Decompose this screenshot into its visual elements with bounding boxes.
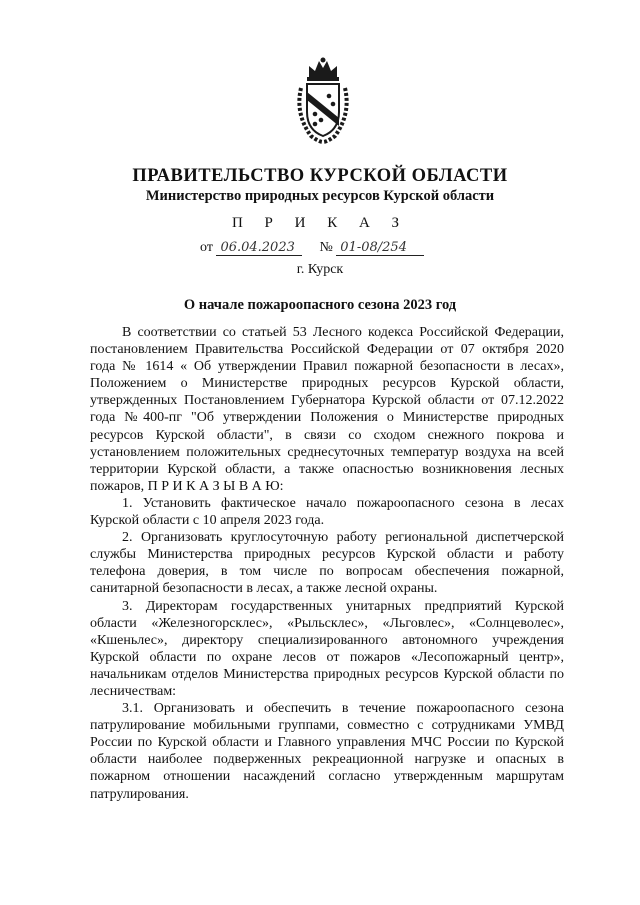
number-value: 01-08/254 bbox=[336, 240, 424, 256]
city: г. Курск bbox=[296, 262, 344, 277]
clause-3-paragraph: 3. Директорам государственных унитарных предприятий Курской области «Железногорсклес», «Рыльсклес», «Льговлес», «Солнцеволес», «Кшеньлес», директору специализированного автономного учреждения Курской области по охране лесов от пожаров «Лесопожарный центр», начальникам отделов Министерства природных ресурсов Курской области по лесничествам: bbox=[90, 598, 564, 699]
clause-3-1-paragraph: 3.1. Организовать и обеспечить в течение пожароопасного сезона патрулирование мобильными группами, совместно с сотрудниками УМВД России по Курской области и Главного управления МЧС России по Курской области наиболее подверженных рекреационной нагрузке и опасных в пожарном отношении насаждений согласно утвержденным маршрутам патрулирования. bbox=[90, 701, 564, 802]
clause-2-paragraph: 2. Организовать круглосуточную работу региональной диспетчерской службы Министерства природных ресурсов Курской области и работу телефона доверия, в том числе по вопросам обеспечения пожарной, санитарной безопасности в лесах, а также лесной охраны. bbox=[90, 530, 564, 597]
ministry-name: Министерство природных ресурсов Курской области bbox=[145, 188, 495, 204]
document-type: П Р И К А З bbox=[231, 215, 409, 231]
date-prefix: от bbox=[200, 240, 213, 255]
date-value: 06.04.2023 bbox=[216, 240, 302, 256]
clause-1-paragraph: 1. Установить фактическое начало пожароопасного сезона в лесах Курской области с 10 апреля 2023 года. bbox=[90, 495, 564, 529]
date-number-line bbox=[200, 240, 424, 256]
number-prefix: № bbox=[319, 240, 333, 255]
coat-of-arms-emblem bbox=[293, 56, 353, 146]
preamble-paragraph: В соответствии со статьей 53 Лесного кодекса Российской Федерации, постановлением Правительства Российской Федерации от 07 октября 2020 года № 1614 « Об утверждении Правил пожарной безопасности в лесах», Положением о Министерстве природных ресурсов Курской области, утвержденных Постановлением Губернатора Курской области от 07.12.2022 года №400-пг "Об утверждении Положения о Министерстве природных ресурсов Курской области", в связи со сходом снежного покрова и установлением положительных среднесуточных температур воздуха на всей территории Курской области, а также опасностью возникновения лесных пожаров, П Р И К А З Ы В А Ю: bbox=[90, 325, 564, 494]
document-subject: О начале пожароопасного сезона 2023 год bbox=[183, 297, 457, 313]
government-title: ПРАВИТЕЛЬСТВО КУРСКОЙ ОБЛАСТИ bbox=[132, 166, 508, 186]
document-body bbox=[90, 324, 564, 803]
